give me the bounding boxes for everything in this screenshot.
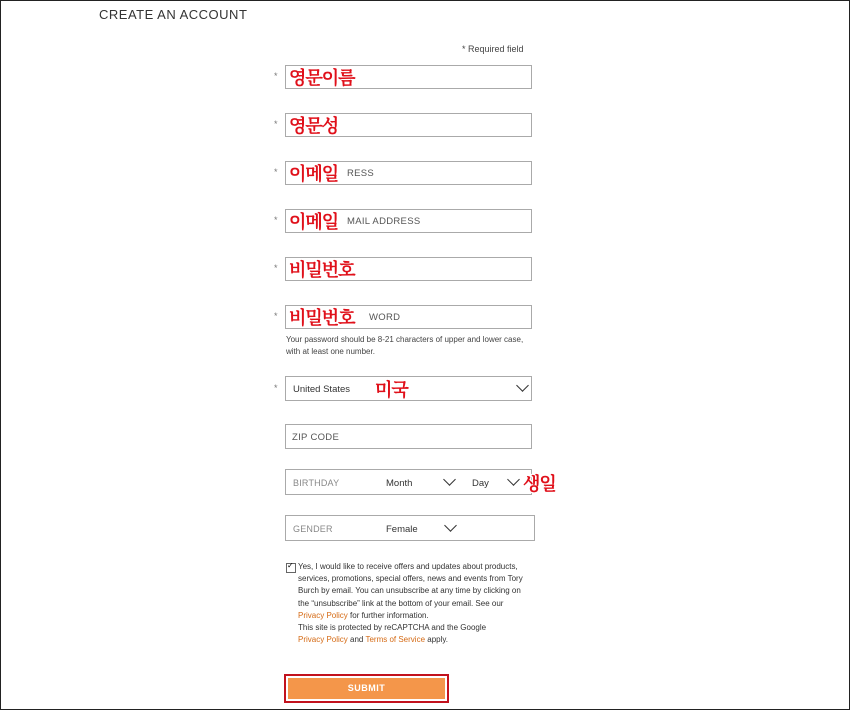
confirm-email-annotation: 이메일 bbox=[289, 212, 339, 233]
consent-text-part: apply. bbox=[425, 635, 449, 645]
country-select[interactable] bbox=[285, 376, 532, 401]
required-star: * bbox=[274, 167, 278, 177]
confirm-password-placeholder: WORD bbox=[369, 312, 401, 323]
zip-field[interactable] bbox=[285, 424, 532, 449]
page-title: CREATE AN ACCOUNT bbox=[99, 7, 248, 22]
password-annotation: 비밀번호 bbox=[289, 260, 355, 281]
confirm-email-placeholder: MAIL ADDRESS bbox=[347, 216, 421, 227]
zip-placeholder: ZIP CODE bbox=[292, 432, 340, 443]
chevron-down-icon bbox=[516, 379, 529, 392]
required-star: * bbox=[274, 311, 278, 321]
required-star: * bbox=[274, 71, 278, 81]
chevron-down-icon bbox=[443, 473, 456, 486]
email-placeholder: RESS bbox=[347, 168, 375, 179]
consent-text-part: Yes, I would like to receive offers and updates about products, services, promotions, special offers, news and events from Tory Burch by email. You can unsubscribe at any time by clicking on the “unsubscribe” link at the bottom of your email. See our bbox=[298, 562, 523, 608]
required-star: * bbox=[274, 215, 278, 225]
last-name-annotation: 영문성 bbox=[289, 116, 339, 137]
consent-checkbox[interactable] bbox=[286, 563, 296, 573]
birthday-annotation: 생일 bbox=[523, 474, 556, 495]
country-value: United States bbox=[293, 384, 351, 395]
required-star: * bbox=[274, 119, 278, 129]
birthday-group bbox=[285, 469, 532, 495]
chevron-down-icon bbox=[444, 519, 457, 532]
birthday-month-select[interactable]: Month bbox=[386, 478, 413, 489]
consent-text-part: and bbox=[347, 635, 366, 645]
required-star: * bbox=[274, 383, 278, 393]
birthday-label: BIRTHDAY bbox=[293, 478, 340, 488]
first-name-annotation: 영문이름 bbox=[289, 68, 355, 89]
recaptcha-text: This site is protected by reCAPTCHA and the Google bbox=[298, 623, 487, 633]
consent-text-part: for further information. bbox=[347, 610, 429, 620]
gender-value: Female bbox=[386, 524, 418, 535]
country-annotation: 미국 bbox=[375, 380, 408, 401]
required-star: * bbox=[274, 263, 278, 273]
confirm-password-annotation: 비밀번호 bbox=[289, 308, 355, 329]
consent-text bbox=[298, 561, 528, 646]
required-note: * Required field bbox=[462, 44, 524, 54]
chevron-down-icon bbox=[507, 473, 520, 486]
gender-label: GENDER bbox=[293, 524, 333, 534]
terms-of-service-link[interactable]: Terms of Service bbox=[365, 635, 426, 645]
privacy-policy-link[interactable]: Privacy Policy bbox=[298, 610, 348, 620]
password-hint: Your password should be 8-21 characters of upper and lower case, with at least one number. bbox=[286, 335, 524, 356]
email-annotation: 이메일 bbox=[289, 164, 339, 185]
gender-select[interactable] bbox=[285, 515, 535, 541]
birthday-day-select[interactable]: Day bbox=[472, 478, 489, 489]
submit-highlight bbox=[284, 674, 449, 703]
google-privacy-link[interactable]: Privacy Policy bbox=[298, 635, 348, 645]
submit-button[interactable]: SUBMIT bbox=[288, 678, 445, 699]
